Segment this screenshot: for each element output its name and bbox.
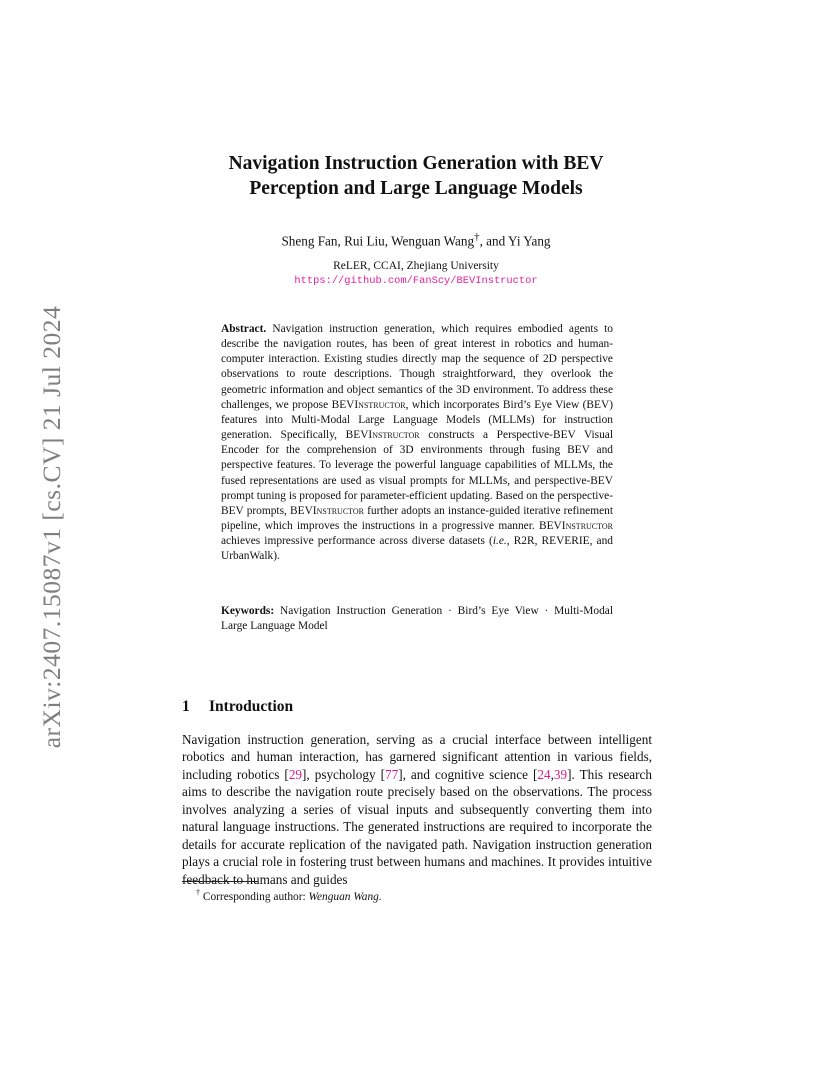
affiliation: ReLER, CCAI, Zhejiang University [333, 260, 499, 272]
introduction-paragraph [182, 731, 652, 888]
body-text: , [550, 766, 554, 782]
model-name: BEVInstructor [539, 520, 613, 533]
title-line-2: Perception and Large Language Models [249, 178, 583, 199]
abstract-ie: i.e. [492, 535, 507, 548]
abstract-label: Abstract. [221, 323, 267, 335]
footnote [196, 885, 382, 905]
body-text: Navigation instruction generation, serving as a crucial interface between intelligent robotics and human interaction, has garnered significant attention in various fields, including robotics [ [182, 732, 652, 782]
body-text: ], psychology [ [302, 766, 385, 782]
body-text: ], and cognitive science [ [398, 766, 538, 782]
model-name: BEVInstructor [290, 504, 365, 517]
abstract-text: achieves impressive performance across diverse datasets ( [221, 535, 493, 548]
keywords-text: Navigation Instruction Generation · Bird’s Eye View · Multi-Modal Large Language Model [221, 605, 613, 633]
abstract-text: further adopts an instance-guided iterative refinement pipeline, which improves the instructions in a progressive manner. [221, 504, 613, 533]
keywords [221, 604, 613, 634]
citation-link[interactable]: 39 [553, 766, 568, 782]
abstract-text: , R2R, REVERIE, and UrbanWalk). [221, 535, 613, 563]
citation-link[interactable]: 29 [288, 766, 302, 782]
abstract [221, 322, 613, 565]
footnote-divider [182, 881, 258, 882]
author-list [180, 229, 652, 249]
section-number: 1 [182, 698, 190, 715]
section-title: Introduction [209, 698, 294, 715]
title-line-1: Navigation Instruction Generation with BEV [228, 153, 604, 174]
corresponding-author-mark: † [474, 231, 480, 243]
model-name: BEVInstructor [331, 398, 406, 411]
keywords-label: Keywords: [221, 605, 275, 617]
body-text: ]. This research aims to describe the navigation route precisely based on the observations. The process involves analyzing a series of visual inputs and subsequently converting them into natural language instructions. The generated instructions are required to incorporate the details for accurate replication of the navigated path. Navigation instruction generation plays a crucial role in fostering trust between humans and machines. It provides intuitive feedback to humans and guides [182, 766, 653, 887]
footnote-author: Wenguan Wang. [308, 890, 382, 903]
model-name: BEVInstructor [345, 429, 420, 442]
abstract-text: Navigation instruction generation, which requires embodied agents to describe the navigation routes, has been of great interest in robotics and human-computer interaction. Existing studies directly map the sequence of 2D perspective observations to route descriptions. Though straightforward, they overlook the geometric information and object semantics of the 3D environment. To address these challenges, we propose [221, 323, 613, 411]
abstract-text: , which incorporates Bird’s Eye View (BEV) features into Multi-Modal Large Language Models (MLLMs) for instruction generation. Specifically, [221, 398, 613, 442]
footnote-text: Corresponding author: [200, 890, 309, 903]
abstract-text: constructs a Perspective-BEV Visual Encoder for the comprehension of 3D environments through fusing BEV and perspective features. To leverage the powerful language capabilities of MLLMs, the fused representations are used as visual prompts for MLLMs, and perspective-BEV prompt tuning is proposed for parameter-efficient updating. Based on the perspective-BEV prompts, [221, 429, 614, 517]
paper-title [180, 151, 652, 201]
citation-link[interactable]: 24 [537, 766, 551, 782]
arxiv-identifier: arXiv:2407.15087v1 [cs.CV] 21 Jul 2024 [37, 305, 66, 749]
repository-link[interactable]: https://github.com/FanScy/BEVInstructor [294, 275, 538, 287]
citation-link[interactable]: 77 [385, 766, 399, 782]
authors-text-end: , and Yi Yang [479, 233, 551, 249]
authors-text: Sheng Fan, Rui Liu, Wenguan Wang [281, 233, 475, 249]
footnote-mark: † [196, 888, 200, 897]
section-heading [182, 697, 293, 717]
